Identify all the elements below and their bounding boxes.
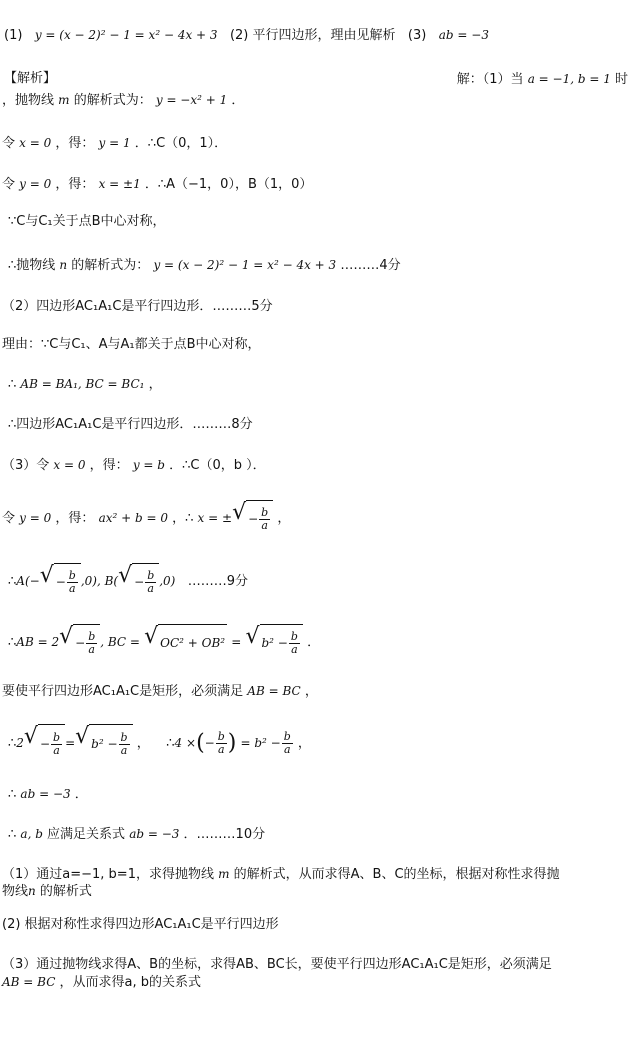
s3-b: ，从而求得a, b的关系式: [59, 975, 202, 990]
l12-A: A(−: [16, 574, 40, 588]
line-17: [8, 825, 265, 844]
l10-eq: x = 0: [53, 458, 86, 472]
l12-pre: ∴: [8, 574, 17, 589]
summary-3-cont: [2, 973, 201, 992]
l2-mid: ，得：: [55, 136, 95, 151]
l11-eq: y = 0: [19, 511, 52, 525]
s1-a: （1）通过a=−1, b=1，求得抛物线: [2, 867, 214, 882]
l8-end: ，: [148, 377, 162, 392]
line-15: [8, 724, 311, 763]
l10-end: ．∴C（0，b ）．: [169, 458, 266, 473]
l16-eq: ab = −3: [20, 787, 71, 801]
minus-sign: −: [55, 575, 66, 589]
l3-end: ．∴A（−1，0），B（1，0）: [144, 177, 313, 192]
l16-end: ．: [74, 787, 88, 802]
l13-ab: AB = 2: [16, 635, 60, 649]
l12-mid: ,0), B(: [80, 574, 119, 588]
sqrt-l15-a: √ − $\frac{b}{a}$: [24, 724, 65, 763]
frac-num: b: [88, 629, 96, 643]
l15-two: 2: [16, 736, 24, 750]
l13-bc: , BC =: [100, 635, 140, 649]
frac-den: a: [53, 743, 60, 757]
l8-eq: AB = BA₁, BC = BC₁: [20, 377, 145, 391]
l15-rhs: = b² −: [240, 736, 281, 750]
summary-2: (2) 根据对称性求得四边形AC₁A₁C是平行四边形: [2, 917, 279, 932]
l15-pre2: ∴: [166, 736, 175, 751]
fraction-b-over-a: [119, 732, 130, 757]
l5-mid: 的解析式为：: [71, 258, 150, 273]
l10-pre: （3）令: [2, 458, 50, 473]
minus-sign: −: [39, 737, 51, 751]
l3-eq: y = 0: [19, 177, 52, 191]
l2-pre: 令: [2, 136, 16, 151]
answer-line: [4, 26, 489, 45]
l8-pre: ∴: [8, 377, 17, 392]
l13-pre: ∴: [8, 635, 17, 650]
l15-end: ，: [297, 736, 311, 751]
frac-den: a: [88, 642, 95, 656]
l13-root: OC² + OB²: [160, 636, 226, 650]
fraction-b-over-a: [282, 731, 293, 756]
l11-res: ax² + b = 0: [98, 511, 168, 525]
line-2: [2, 134, 227, 153]
l5-eq: y = (x − 2)² − 1 = x² − 4x + 3: [153, 258, 337, 272]
l17-mid: 应满足关系式: [47, 827, 126, 842]
l17-end: ．………10分: [183, 827, 266, 842]
l12-score: ………9分: [187, 574, 249, 589]
frac-num: b: [283, 730, 291, 743]
l17-eq: ab = −3: [129, 827, 180, 841]
l11-x: x = ±: [197, 511, 233, 525]
l11-pre: 令: [2, 511, 16, 526]
fraction-b-over-a: [289, 631, 300, 656]
l11-mid: ，得：: [55, 511, 95, 526]
sqrt-ab: √ − $\frac{b}{a}$: [59, 624, 100, 661]
fraction-b-over-a: [145, 570, 156, 595]
condition-ab: a = −1, b = 1: [527, 72, 611, 86]
l2-end: ．∴C（0，1）．: [134, 136, 228, 151]
fraction-b-over-a: [51, 732, 62, 757]
s1-c: 物线: [2, 884, 29, 899]
frac-den: a: [69, 581, 76, 595]
line-10: [2, 456, 266, 475]
line-14: [2, 682, 318, 701]
answer-part1-label: (1): [4, 28, 23, 43]
l15-sep: ，: [136, 736, 150, 751]
line-9: ∴四边形AC₁A₁C是平行四边形．………8分: [8, 417, 253, 432]
line-8: [8, 375, 162, 394]
l1-m: m: [58, 93, 70, 107]
right-paren: ): [227, 730, 237, 756]
l15-b2: b² −: [91, 737, 118, 751]
l13-eq: =: [231, 635, 242, 649]
l11-mid2: ，∴: [172, 511, 194, 526]
minus-sign: −: [75, 636, 86, 650]
summary-3: （3）通过抛物线求得A、B的坐标，求得AB、BC长，要使平行四边形AC₁A₁C是矩形，必须满足: [2, 957, 552, 972]
s1-d: 的解析式: [39, 884, 92, 899]
frac-num: b: [68, 568, 76, 582]
minus-sign: −: [134, 575, 145, 589]
l5-pre: ∴抛物线: [8, 258, 56, 273]
frac-den: a: [283, 743, 291, 756]
minus-sign: −: [204, 736, 215, 750]
answer-part3-label: (3): [407, 28, 427, 43]
l17-pre: ∴: [8, 827, 17, 842]
line-7: 理由：∵C与C₁、A与A₁都关于点B中心对称，: [2, 337, 261, 352]
l15-four: 4 ×: [174, 736, 197, 750]
line-5: [8, 256, 401, 275]
s1-n: n: [28, 884, 36, 898]
l17-ab: a, b: [20, 827, 43, 841]
line-3: [2, 175, 312, 194]
sqrt-oc-ob: √ OC² + OB²: [144, 624, 227, 661]
l2-res: y = 1: [98, 136, 131, 150]
frac-num: b: [261, 505, 269, 519]
analysis-heading: 【解析】: [4, 71, 57, 86]
l14-pre: 要使平行四边形AC₁A₁C是矩形，必须满足: [2, 684, 244, 699]
frac-den: a: [261, 518, 268, 532]
solution-intro: [457, 70, 628, 89]
sqrt-l15-b: √ b² − $\frac{b}{a}$: [75, 724, 132, 763]
l12-end: ,0): [159, 574, 176, 588]
l1-pre: ，抛物线: [2, 93, 55, 108]
condition-tail: 时: [614, 72, 628, 87]
frac-num: b: [120, 730, 128, 744]
line-16: [8, 785, 88, 804]
summary-1-cont: [2, 882, 92, 901]
frac-num: b: [290, 629, 298, 643]
l3-pre: 令: [2, 177, 16, 192]
sqrt-b2: √ b² − $\frac{b}{a}$: [245, 624, 302, 661]
l1-end: ．: [231, 93, 245, 108]
l13-end: ．: [307, 635, 321, 650]
l14-end: ，: [304, 684, 318, 699]
l10-res: y = b: [132, 458, 165, 472]
minus-sign: −: [248, 512, 259, 526]
solution-intro-text: 解：（1）当: [456, 72, 524, 87]
l11-end: ，: [277, 511, 291, 526]
line-11: [2, 500, 290, 537]
l10-mid: ，得：: [89, 458, 129, 473]
answer-part2-text: (2) 平行四边形，理由见解析: [229, 28, 396, 43]
l3-res: x = ±1: [98, 177, 141, 191]
s1-b: 的解析式，从而求得A、B、C的坐标，根据对称性求得抛: [233, 867, 560, 882]
s1-m: m: [218, 867, 230, 881]
line-1: [2, 91, 244, 110]
fraction-b-over-a: [259, 507, 270, 532]
line-12: [8, 563, 248, 600]
frac-den: a: [147, 581, 154, 595]
l1-mid: 的解析式为：: [73, 93, 152, 108]
sqrt-A: √ − $\frac{b}{a}$: [40, 563, 81, 600]
s3-eq: AB = BC: [2, 975, 56, 989]
frac-num: b: [217, 730, 225, 743]
l16-pre: ∴: [8, 787, 17, 802]
frac-den: a: [291, 642, 298, 656]
sqrt-neg-b-over-a: √ − $\frac{b}{a}$: [232, 500, 273, 537]
answer-part3-formula: ab = −3: [438, 28, 489, 42]
line-4: ∵C与C₁关于点B中心对称，: [8, 214, 166, 229]
frac-num: b: [147, 568, 155, 582]
answer-part1-formula: y = (x − 2)² − 1 = x² − 4x + 3: [34, 28, 218, 42]
line-13: [8, 624, 320, 661]
l14-eq: AB = BC: [247, 684, 301, 698]
l15-pre: ∴: [8, 736, 17, 751]
frac-num: b: [53, 730, 61, 744]
l5-n: n: [59, 258, 68, 272]
l2-eq: x = 0: [19, 136, 52, 150]
frac-den: a: [120, 743, 128, 757]
sqrt-B: √ − $\frac{b}{a}$: [118, 563, 159, 600]
fraction-b-over-a: [216, 731, 227, 756]
l3-mid: ，得：: [55, 177, 95, 192]
fraction-b-over-a: [67, 570, 78, 595]
line-6: （2）四边形AC₁A₁C是平行四边形．………5分: [2, 299, 273, 314]
l5-score: ………4分: [340, 258, 401, 273]
fraction-b-over-a: [86, 631, 97, 656]
l15-eq: =: [65, 736, 76, 750]
l13-b2: b² −: [261, 636, 288, 650]
left-paren: (: [196, 730, 205, 756]
frac-den: a: [217, 743, 225, 756]
l1-eq: y = −x² + 1: [155, 93, 228, 107]
